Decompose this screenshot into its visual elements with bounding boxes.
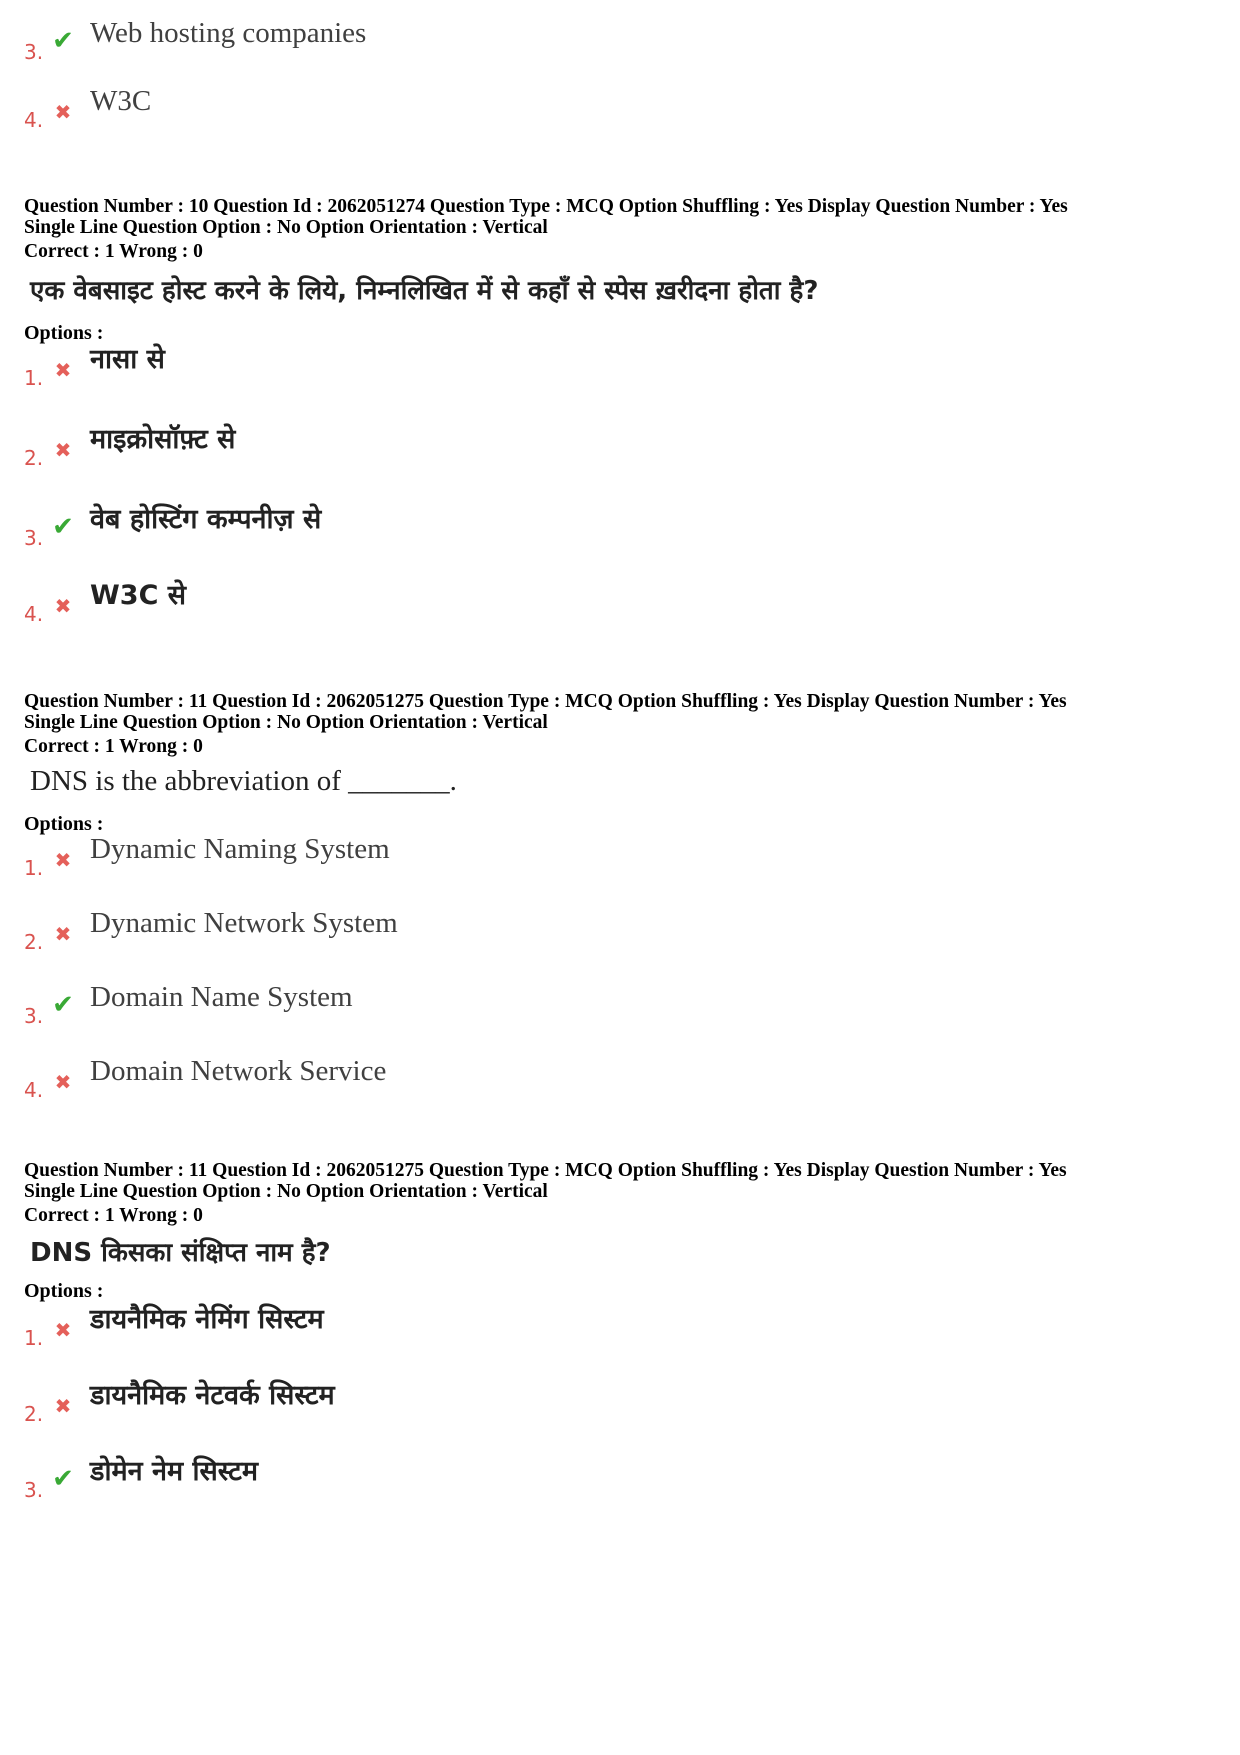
- option-row: [24, 424, 236, 470]
- question-meta: [24, 1160, 1067, 1202]
- cross-icon: ✖: [54, 100, 72, 124]
- option-text: डायनैमिक नेटवर्क सिस्टम: [90, 1380, 335, 1411]
- cross-icon: ✖: [54, 848, 72, 872]
- options-label: Options :: [24, 1280, 104, 1302]
- cross-icon: ✖: [54, 594, 72, 618]
- cross-icon: ✖: [54, 1070, 72, 1094]
- question-text: एक वेबसाइट होस्ट करने के लिये, निम्नलिखित में से कहाँ से स्पेस ख़रीदना होता है?: [30, 276, 819, 306]
- cross-icon: ✖: [54, 358, 72, 382]
- marking-scheme: Correct : 1 Wrong : 0: [24, 736, 203, 757]
- option-number: 1.: [24, 366, 44, 390]
- option-number: 1.: [24, 856, 44, 880]
- question-meta: [24, 196, 1068, 238]
- option-text: Dynamic Naming System: [90, 833, 390, 865]
- option-number: 3.: [24, 1004, 44, 1028]
- options-label: Options :: [24, 322, 104, 344]
- marking-scheme: Correct : 1 Wrong : 0: [24, 241, 203, 262]
- option-row: [24, 907, 398, 954]
- option-text: Domain Network Service: [90, 1055, 387, 1087]
- option-row: [24, 344, 165, 390]
- question-meta-line1: Question Number : 11 Question Id : 2062051275 Question Type : MCQ Option Shuffling : Yes Display Question Number : Yes: [24, 691, 1067, 712]
- option-row: [24, 1456, 259, 1502]
- option-text: Domain Name System: [90, 981, 353, 1013]
- option-number: 4.: [24, 108, 44, 132]
- check-icon: ✔: [52, 512, 74, 542]
- option-row: [24, 580, 187, 626]
- check-icon: ✔: [52, 1464, 74, 1494]
- option-row: [24, 17, 367, 64]
- option-number: 4.: [24, 1078, 44, 1102]
- question-meta-line1: Question Number : 10 Question Id : 2062051274 Question Type : MCQ Option Shuffling : Yes Display Question Number : Yes: [24, 196, 1068, 217]
- option-text: नासा से: [90, 344, 165, 375]
- option-number: 3.: [24, 526, 44, 550]
- option-row: [24, 1304, 324, 1350]
- option-number: 4.: [24, 602, 44, 626]
- cross-icon: ✖: [54, 1394, 72, 1418]
- cross-icon: ✖: [54, 438, 72, 462]
- question-meta-line2: Single Line Question Option : No Option Orientation : Vertical: [24, 217, 548, 238]
- check-icon: ✔: [52, 990, 74, 1020]
- option-row: [24, 833, 390, 880]
- option-number: 2.: [24, 930, 44, 954]
- question-meta-line1: Question Number : 11 Question Id : 2062051275 Question Type : MCQ Option Shuffling : Yes Display Question Number : Yes: [24, 1160, 1067, 1181]
- option-text: W3C से: [90, 580, 187, 611]
- cross-icon: ✖: [54, 922, 72, 946]
- option-number: 2.: [24, 1402, 44, 1426]
- question-meta-line2: Single Line Question Option : No Option Orientation : Vertical: [24, 712, 548, 733]
- option-row: [24, 1380, 335, 1426]
- option-row: [24, 504, 322, 550]
- option-text: W3C: [90, 85, 152, 117]
- option-text: Dynamic Network System: [90, 907, 398, 939]
- option-text: वेब होस्टिंग कम्पनीज़ से: [90, 504, 322, 535]
- marking-scheme: Correct : 1 Wrong : 0: [24, 1205, 203, 1226]
- check-icon: ✔: [52, 26, 74, 56]
- option-row: [24, 85, 152, 132]
- question-meta-line2: Single Line Question Option : No Option Orientation : Vertical: [24, 1181, 548, 1202]
- question-text: DNS किसका संक्षिप्त नाम है?: [30, 1238, 331, 1268]
- option-number: 3.: [24, 40, 44, 64]
- option-text: माइक्रोसॉफ़्ट से: [90, 424, 236, 455]
- option-row: [24, 1055, 387, 1102]
- option-text: डोमेन नेम सिस्टम: [90, 1456, 259, 1487]
- question-text: DNS is the abbreviation of _______.: [30, 765, 457, 797]
- option-row: [24, 981, 353, 1028]
- option-number: 3.: [24, 1478, 44, 1502]
- cross-icon: ✖: [54, 1318, 72, 1342]
- option-text: Web hosting companies: [90, 17, 367, 49]
- option-text: डायनैमिक नेमिंग सिस्टम: [90, 1304, 324, 1335]
- question-meta: [24, 691, 1067, 733]
- option-number: 2.: [24, 446, 44, 470]
- options-label: Options :: [24, 813, 104, 835]
- option-number: 1.: [24, 1326, 44, 1350]
